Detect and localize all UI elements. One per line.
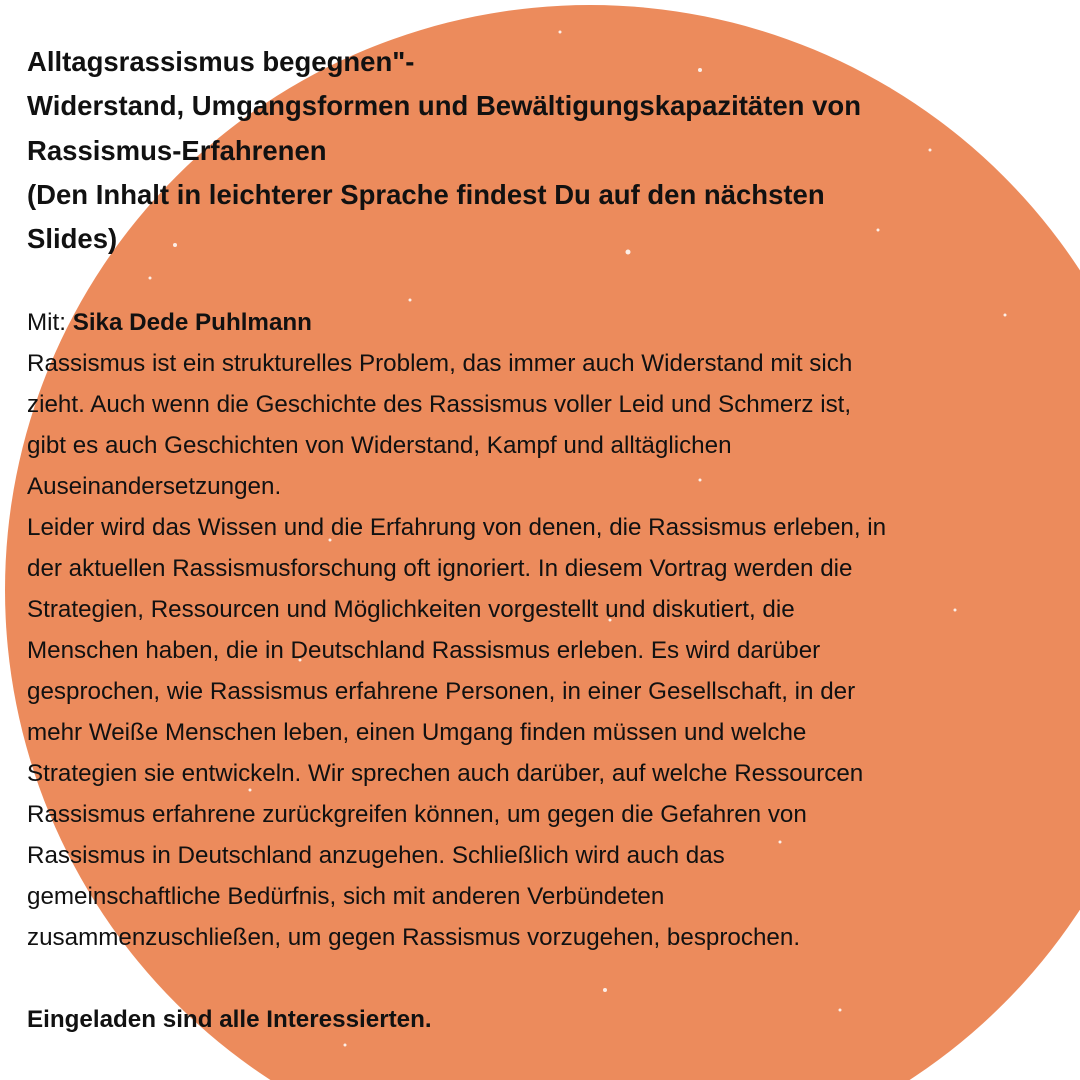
invitation-text: Eingeladen sind alle Interessierten. xyxy=(27,1006,432,1034)
paragraph-line: Strategien sie entwickeln. Wir sprechen auch darüber, auf welche Ressourcen xyxy=(27,760,864,788)
paragraph-line: Leider wird das Wissen und die Erfahrung von denen, die Rassismus erleben, in xyxy=(27,514,887,542)
title-line: Alltagsrassismus begegnen"- xyxy=(27,46,415,77)
paragraph-line: gemeinschaftliche Bedürfnis, sich mit anderen Verbündeten xyxy=(27,883,665,911)
paragraph-line: Menschen haben, die in Deutschland Rassismus erleben. Es wird darüber xyxy=(27,637,821,665)
paragraph-line: der aktuellen Rassismusforschung oft ignoriert. In diesem Vortrag werden die xyxy=(27,555,853,583)
spacer xyxy=(27,261,1017,302)
body-text xyxy=(27,302,1017,958)
speaker-name: Sika Dede Puhlmann xyxy=(72,309,312,337)
paragraph-line: zusammenzuschließen, um gegen Rassismus vorzugehen, besprochen. xyxy=(27,924,801,952)
title-line: Widerstand, Umgangsformen und Bewältigungskapazitäten von xyxy=(27,90,862,122)
paragraph-line: Strategien, Ressourcen und Möglichkeiten vorgestellt und diskutiert, die xyxy=(27,596,795,624)
paragraph-line: Rassismus in Deutschland anzugehen. Schließlich wird auch das xyxy=(27,842,725,870)
speaker-prefix: Mit: xyxy=(27,309,73,337)
title-line: (Den Inhalt in leichterer Sprache findest Du auf den nächsten xyxy=(27,178,825,210)
title-line: Rassismus-Erfahrenen xyxy=(27,134,327,166)
description-paragraph-2 xyxy=(27,507,1017,958)
paragraph-line: Auseinandersetzungen. xyxy=(27,473,282,501)
paragraph-line: Rassismus erfahrene zurückgreifen können, um gegen die Gefahren von xyxy=(27,801,807,829)
description-paragraph-1 xyxy=(27,343,1017,507)
speaker-line xyxy=(27,302,1017,343)
paragraph-line: Rassismus ist ein strukturelles Problem, das immer auch Widerstand mit sich xyxy=(27,350,853,378)
spacer xyxy=(27,958,1017,999)
paragraph-line: gibt es auch Geschichten von Widerstand, Kampf und alltäglichen xyxy=(27,432,732,460)
paragraph-line: gesprochen, wie Rassismus erfahrene Personen, in einer Gesellschaft, in der xyxy=(27,678,856,706)
event-description xyxy=(27,40,1017,1040)
title-line: Slides) xyxy=(27,223,118,255)
paragraph-line: mehr Weiße Menschen leben, einen Umgang finden müssen und welche xyxy=(27,719,807,747)
event-title xyxy=(27,40,1017,261)
paragraph-line: zieht. Auch wenn die Geschichte des Rassismus voller Leid und Schmerz ist, xyxy=(27,391,852,419)
